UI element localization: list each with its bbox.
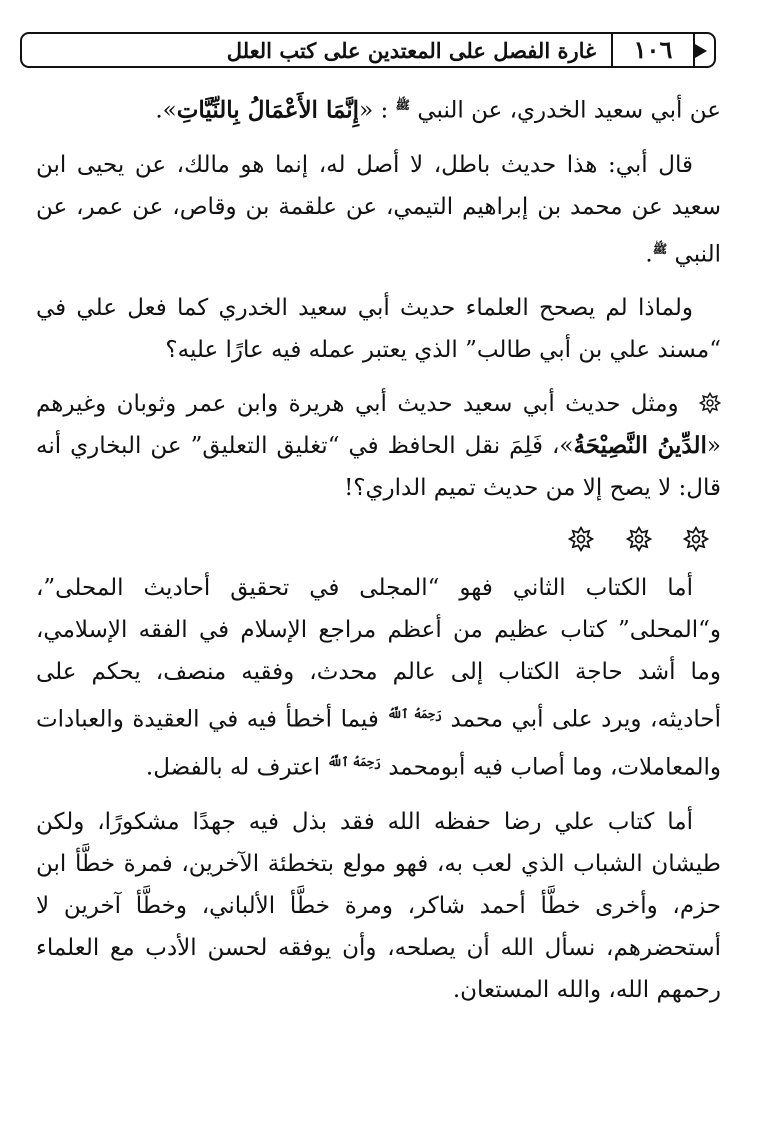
quote-open: : « <box>359 97 389 124</box>
flower-ornament-icon <box>626 526 652 552</box>
paragraph-text: قال أبي: هذا حديث باطل، لا أصل له، إنما هو مالك، عن يحيى ابن سعيد عن محمد بن إبراهيم التيمي، عن علقمة بن وقاص، عن عمر، عن النبي <box>36 151 721 268</box>
page-body <box>36 84 721 1023</box>
flower-ornament-icon <box>568 526 594 552</box>
honorific-glyph: رَحِمَهُ ٱللَّهُ <box>327 754 381 769</box>
paragraph-text: أما كتاب علي رضا حفظه الله فقد بذل فيه جهدًا مشكورًا، ولكن طيشان الشباب الذي لعب به، فهو مولع بتخطئة الآخرين، فمرة خطَّأ ابن حزم، وأخرى خطَّأ أحمد شاكر، ومرة خطَّأ الألباني، وخطَّأ آخرين لا أستحضرهم، نسأل الله أن يصلحه، وأن يوفقه لحسن الأدب مع العلماء رحمهم الله، والله المستعان. <box>36 808 721 1003</box>
paragraph-6 <box>36 801 721 1011</box>
paragraph-2 <box>36 144 721 276</box>
hadith-quote: إِنَّمَا الأَعْمَالُ بِالنِّيَّاتِ <box>176 96 360 124</box>
paragraph-text: ومثل حديث أبي سعيد حديث أبي هريرة وابن عمر وثوبان وغيرهم « <box>36 391 721 460</box>
paragraph-text: فيما أخطأ فيه في العقيدة والعبادات والمعاملات، وما أصاب فيه أبومحمد <box>36 706 721 781</box>
flower-ornament-icon <box>699 392 721 414</box>
salutation-glyph: ﷺ <box>652 241 668 256</box>
honorific-glyph: رَحِمَهُ ٱللَّهُ <box>387 707 442 722</box>
paragraph-1 <box>36 84 721 132</box>
paragraph-4 <box>36 383 721 509</box>
hadith-quote: الدِّينُ النَّصِيْحَةُ <box>573 432 707 460</box>
flower-ornament-icon <box>683 526 709 552</box>
book-title: غارة الفصل على المعتدين على كتب العلل <box>226 38 596 63</box>
page-number: ١٠٦ <box>611 32 695 68</box>
paragraph-text: أما الكتاب الثاني فهو “المجلى في تحقيق أحاديث المحلى”، و“المحلى” كتاب عظيم من أعظم مراجع الإسلام في الفقه الإسلامي، وما أشد حاجة الكتاب إلى عالم محدث، وفقيه منصف، يحكم على أحاديثه، ويرد على أبي محمد <box>36 575 722 733</box>
salutation-glyph: ﷺ <box>395 98 411 112</box>
paragraph-text: »، فَلِمَ نقل الحافظ في “تغليق التعليق” عن البخاري أنه قال: لا يصح إلا من حديث تميم الداري؟! <box>36 433 721 502</box>
paragraph-5 <box>36 567 721 788</box>
section-divider <box>36 521 721 551</box>
paragraph-text: ولماذا لم يصحح العلماء حديث أبي سعيد الخدري كما فعل علي في “مسند علي بن أبي طالب” الذي يعتبر عمله فيه عارًا عليه؟ <box>36 295 721 364</box>
paragraph-end: . <box>645 241 653 268</box>
quote-close: ». <box>155 97 177 124</box>
paragraph-text: اعترف له بالفضل. <box>145 754 321 781</box>
paragraph-text: عن أبي سعيد الخدري، عن النبي <box>417 97 721 124</box>
paragraph-3 <box>36 287 721 371</box>
